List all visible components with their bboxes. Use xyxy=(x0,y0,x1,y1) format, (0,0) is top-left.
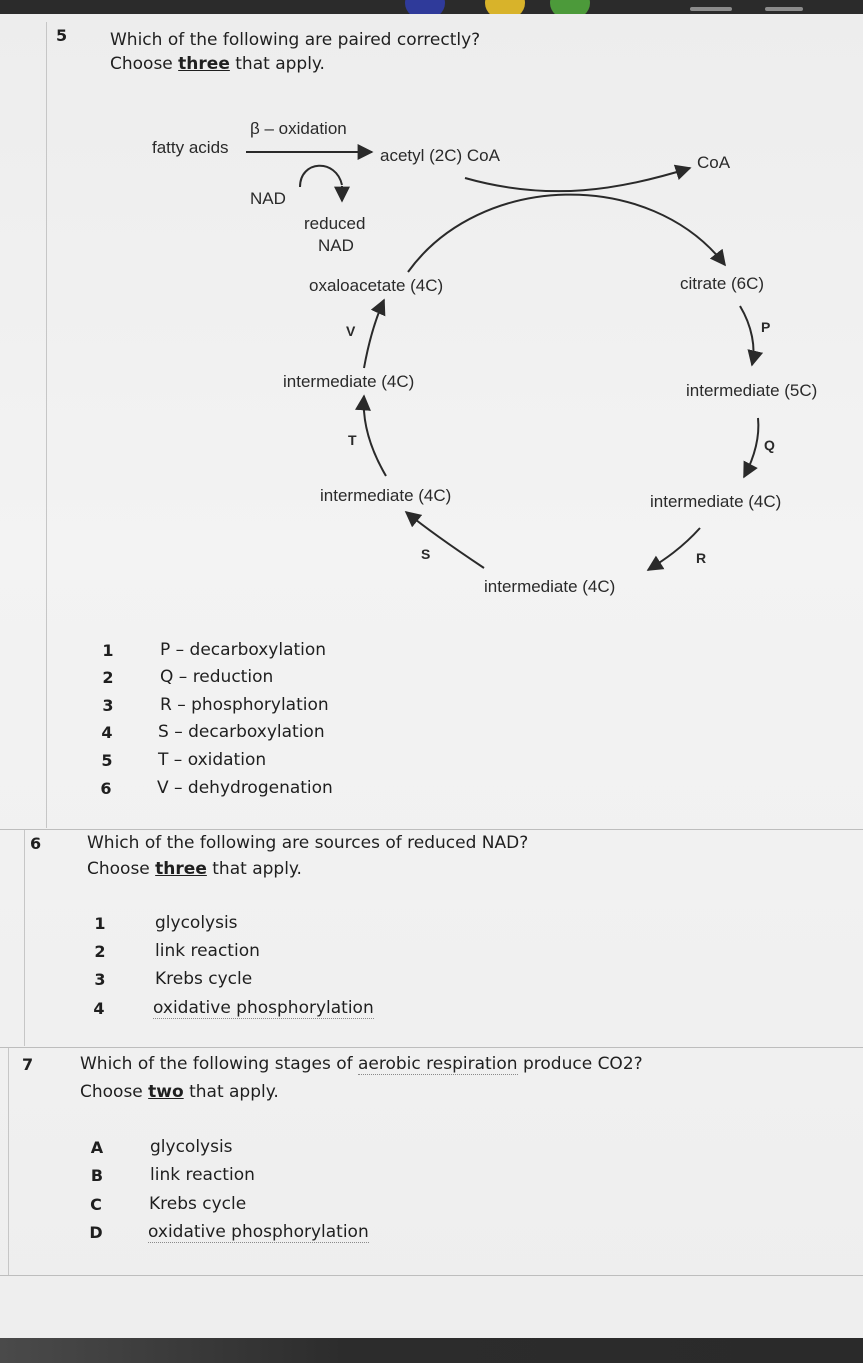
intermediate-5c-label: intermediate (5C) xyxy=(686,381,818,400)
arrow-t xyxy=(364,396,386,476)
question-6-prompt: Which of the following are sources of reduced NAD? xyxy=(87,833,529,853)
q7-option-d-key: D xyxy=(89,1223,103,1242)
screen-bottom-bezel xyxy=(0,1338,863,1363)
arrow-s xyxy=(406,512,484,568)
q5-option-2-text[interactable]: Q – reduction xyxy=(160,667,274,687)
instruction-text: that apply. xyxy=(229,54,325,74)
question-7-instruction xyxy=(80,1082,279,1102)
instruction-text: Choose xyxy=(110,54,179,74)
q7-option-c-key: C xyxy=(90,1195,102,1214)
q6-option-1-text[interactable]: glycolysis xyxy=(155,913,238,933)
q5-option-2-key: 2 xyxy=(102,668,114,687)
question-6-instruction xyxy=(87,859,302,879)
q6-option-3-key: 3 xyxy=(94,970,106,989)
question-divider xyxy=(0,1047,863,1048)
question-divider xyxy=(0,1275,863,1276)
oxaloacetate-label: oxaloacetate (4C) xyxy=(309,276,444,295)
arrow-v xyxy=(364,300,384,368)
q6-option-2-key: 2 xyxy=(94,942,106,961)
question-6-number: 6 xyxy=(30,834,42,853)
acetyl-coa-label: acetyl (2C) CoA xyxy=(380,146,500,165)
intermediate-4c-right-label: intermediate (4C) xyxy=(650,492,782,511)
q7-option-d-text[interactable]: oxidative phosphorylation xyxy=(148,1222,369,1242)
coa-label: CoA xyxy=(697,153,731,172)
q5-option-5-key: 5 xyxy=(101,751,113,770)
label-t: T xyxy=(348,432,357,448)
label-v: V xyxy=(346,323,356,339)
instruction-count: three xyxy=(178,54,230,74)
question-5-number: 5 xyxy=(56,26,68,45)
label-q: Q xyxy=(764,437,775,453)
q6-option-2-text[interactable]: link reaction xyxy=(155,941,260,961)
instruction-text: Choose xyxy=(80,1082,149,1102)
q5-option-1-key: 1 xyxy=(102,641,114,660)
q7-option-a-key: A xyxy=(90,1138,104,1157)
citrate-formation-arc xyxy=(408,195,725,272)
instruction-count: two xyxy=(148,1082,184,1102)
q7-option-a-text[interactable]: glycolysis xyxy=(150,1137,233,1157)
nad-reduction-loop xyxy=(300,166,342,187)
nad-reduced-label: NAD xyxy=(318,236,354,255)
instruction-text: that apply. xyxy=(206,859,302,879)
q6-option-3-text[interactable]: Krebs cycle xyxy=(155,969,253,989)
arrow-p xyxy=(740,306,754,365)
q5-option-5-text[interactable]: T – oxidation xyxy=(158,750,267,770)
question-5-prompt: Which of the following are paired correctly? xyxy=(110,30,481,50)
question-7-number: 7 xyxy=(22,1055,34,1074)
intermediate-4c-left-low-label: intermediate (4C) xyxy=(320,486,452,505)
label-s: S xyxy=(421,546,431,562)
instruction-text: Choose xyxy=(87,859,156,879)
prompt-text: produce CO2? xyxy=(517,1054,643,1074)
intermediate-4c-bottom-label: intermediate (4C) xyxy=(484,577,616,596)
question-divider xyxy=(0,829,863,830)
instruction-text: that apply. xyxy=(183,1082,279,1102)
arrow-q xyxy=(744,418,758,477)
question-7-prompt xyxy=(80,1054,643,1074)
arrow-r xyxy=(648,528,700,570)
q6-left-border xyxy=(24,830,25,1046)
citrate-label: citrate (6C) xyxy=(680,274,765,293)
q5-option-6-key: 6 xyxy=(100,779,112,798)
intermediate-4c-left-high-label: intermediate (4C) xyxy=(283,372,415,391)
q7-option-c-text[interactable]: Krebs cycle xyxy=(149,1194,247,1214)
q7-option-b-key: B xyxy=(90,1166,104,1185)
q6-option-4-key: 4 xyxy=(93,999,105,1018)
q5-option-4-key: 4 xyxy=(101,723,113,742)
q5-option-3-text[interactable]: R – phosphorylation xyxy=(160,695,329,715)
q6-option-1-key: 1 xyxy=(94,914,106,933)
q5-option-1-text[interactable]: P – decarboxylation xyxy=(160,640,327,660)
prompt-emphasis: aerobic respiration xyxy=(358,1054,518,1074)
nad-label: NAD xyxy=(250,189,286,208)
fatty-acids-label: fatty acids xyxy=(152,138,229,157)
beta-oxidation-label: β – oxidation xyxy=(250,119,347,138)
q5-option-3-key: 3 xyxy=(102,696,114,715)
reduced-label: reduced xyxy=(304,214,366,233)
instruction-count: three xyxy=(155,859,207,879)
coa-release-arrow xyxy=(465,168,690,191)
label-p: P xyxy=(761,319,771,335)
label-r: R xyxy=(696,550,707,566)
q7-left-border xyxy=(8,1048,9,1276)
q5-option-6-text[interactable]: V – dehydrogenation xyxy=(157,778,333,798)
prompt-text: Which of the following stages of xyxy=(80,1054,358,1074)
krebs-cycle-diagram xyxy=(0,0,863,620)
q6-option-4-text[interactable]: oxidative phosphorylation xyxy=(153,998,374,1018)
q5-option-4-text[interactable]: S – decarboxylation xyxy=(158,722,325,742)
q7-option-b-text[interactable]: link reaction xyxy=(150,1165,255,1185)
